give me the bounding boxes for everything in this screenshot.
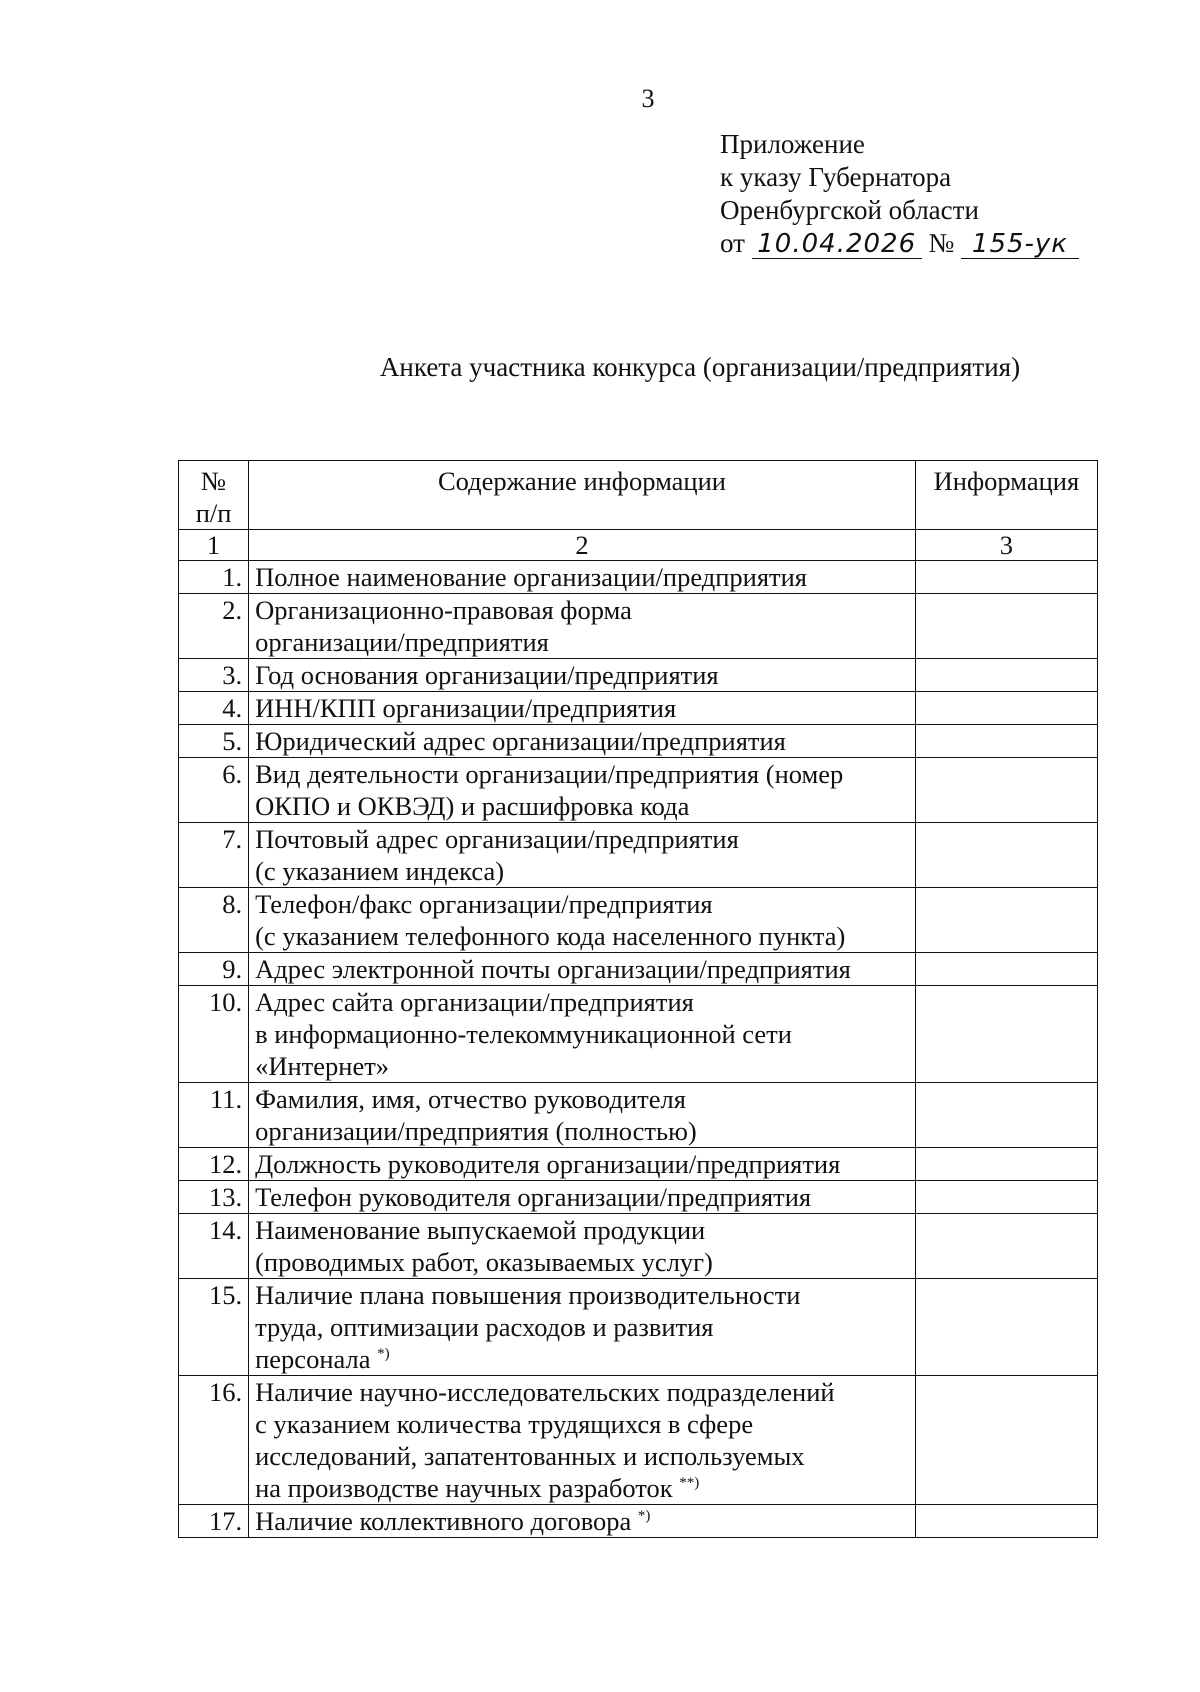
row-content-line [255, 1214, 909, 1246]
row-number: 11. [179, 1083, 249, 1148]
table-row [179, 888, 1098, 953]
row-info-cell [915, 986, 1097, 1083]
row-content [249, 1214, 916, 1279]
table-row [179, 594, 1098, 659]
row-info-cell [915, 594, 1097, 659]
row-number: 6. [179, 758, 249, 823]
row-content-line [255, 1376, 909, 1408]
row-info-cell [915, 823, 1097, 888]
row-info-cell [915, 725, 1097, 758]
row-info-cell [915, 953, 1097, 986]
row-content-text: организации/предприятия [255, 627, 549, 657]
row-content [249, 561, 916, 594]
row-content-text: Почтовый адрес организации/предприятия [255, 824, 739, 854]
table-header-row [179, 461, 1098, 530]
header-number [179, 461, 249, 530]
row-content-line [255, 626, 909, 658]
row-content-line [255, 561, 909, 593]
row-content-text: исследований, запатентованных и используемых [255, 1441, 805, 1471]
row-number: 1. [179, 561, 249, 594]
row-content [249, 758, 916, 823]
number-label: № [928, 228, 955, 258]
row-content-line [255, 1279, 909, 1311]
row-number: 15. [179, 1279, 249, 1376]
row-content-text: (с указанием индекса) [255, 856, 505, 886]
row-content-line [255, 855, 909, 887]
row-content [249, 953, 916, 986]
row-content-text: «Интернет» [255, 1051, 390, 1081]
column-index-3: 3 [915, 530, 1097, 561]
table-row [179, 1181, 1098, 1214]
row-content-line [255, 1181, 909, 1213]
row-info-cell [915, 1181, 1097, 1214]
header-number-line-1: № [200, 466, 227, 496]
row-number: 16. [179, 1376, 249, 1505]
row-content-text: Адрес сайта организации/предприятия [255, 987, 694, 1017]
row-content-text: организации/предприятия (полностью) [255, 1116, 697, 1146]
row-content [249, 692, 916, 725]
appendix-line-1: Приложение [720, 129, 865, 159]
table-row [179, 1279, 1098, 1376]
appendix-date-line [720, 227, 1079, 260]
row-number: 17. [179, 1505, 249, 1538]
row-content-line [255, 1343, 909, 1375]
row-number: 4. [179, 692, 249, 725]
row-info-cell [915, 659, 1097, 692]
row-info-cell [915, 1083, 1097, 1148]
table-row [179, 986, 1098, 1083]
row-info-cell [915, 1376, 1097, 1505]
row-content [249, 1505, 916, 1538]
row-content [249, 1376, 916, 1505]
row-number: 7. [179, 823, 249, 888]
row-content-text: Наличие плана повышения производительности [255, 1280, 801, 1310]
row-content-text: Наличие коллективного договора [255, 1506, 632, 1536]
page-number: 3 [641, 84, 655, 113]
questionnaire-table [178, 460, 1098, 1538]
row-content-line [255, 1050, 909, 1082]
row-number: 13. [179, 1181, 249, 1214]
row-info-cell [915, 561, 1097, 594]
row-info-cell [915, 888, 1097, 953]
handwritten-number: 155-ук [961, 230, 1079, 259]
row-content [249, 1181, 916, 1214]
row-content-line [255, 1505, 909, 1537]
table-row [179, 1083, 1098, 1148]
row-content-text: Адрес электронной почты организации/предприятия [255, 954, 851, 984]
row-content-line [255, 953, 909, 985]
row-number: 5. [179, 725, 249, 758]
footnote-mark: *) [637, 1508, 651, 1525]
row-info-cell [915, 1279, 1097, 1376]
row-content-text: Наименование выпускаемой продукции [255, 1215, 706, 1245]
row-content [249, 986, 916, 1083]
row-content-line [255, 986, 909, 1018]
table-body [179, 561, 1098, 1538]
row-content-text: Юридический адрес организации/предприятия [255, 726, 786, 756]
row-content [249, 1279, 916, 1376]
table-row [179, 1214, 1098, 1279]
row-content-line [255, 790, 909, 822]
row-content [249, 1083, 916, 1148]
row-content-line [255, 1115, 909, 1147]
row-number: 14. [179, 1214, 249, 1279]
table-row [179, 1148, 1098, 1181]
row-content-text: Телефон/факс организации/предприятия [255, 889, 713, 919]
row-content-text: ОКПО и ОКВЭД) и расшифровка кода [255, 791, 690, 821]
row-info-cell [915, 1214, 1097, 1279]
table-row [179, 823, 1098, 888]
column-index-1: 1 [179, 530, 249, 561]
table-row [179, 561, 1098, 594]
column-index-2: 2 [249, 530, 916, 561]
row-content [249, 823, 916, 888]
header-info: Информация [915, 461, 1097, 530]
row-content [249, 725, 916, 758]
table-row [179, 953, 1098, 986]
row-content-line [255, 1083, 909, 1115]
appendix-line-2: к указу Губернатора [720, 162, 952, 192]
row-content-line [255, 1246, 909, 1278]
row-content-text: Должность руководителя организации/предприятия [255, 1149, 841, 1179]
header-number-line-2: п/п [195, 498, 232, 528]
row-content [249, 594, 916, 659]
row-content-line [255, 888, 909, 920]
footnote-mark: *) [377, 1346, 390, 1363]
row-content-text: Наличие научно-исследовательских подразделений [255, 1377, 835, 1407]
row-content-line [255, 920, 909, 952]
row-info-cell [915, 758, 1097, 823]
row-content-line [255, 1408, 909, 1440]
table-row [179, 1505, 1098, 1538]
row-number: 3. [179, 659, 249, 692]
row-info-cell [915, 1148, 1097, 1181]
table-row [179, 725, 1098, 758]
row-content-text: (с указанием телефонного кода населенного пункта) [255, 921, 846, 951]
table-row [179, 1376, 1098, 1505]
row-content-text: Фамилия, имя, отчество руководителя [255, 1084, 686, 1114]
appendix-line-3: Оренбургской области [720, 195, 979, 225]
row-content-text: с указанием количества трудящихся в сфере [255, 1409, 754, 1439]
row-number: 10. [179, 986, 249, 1083]
row-content-text: Вид деятельности организации/предприятия (номер [255, 759, 844, 789]
row-content-text: на производстве научных разработок [255, 1473, 673, 1503]
row-number: 8. [179, 888, 249, 953]
row-content-line [255, 1018, 909, 1050]
row-content-text: Организационно-правовая форма [255, 595, 632, 625]
row-content-line [255, 1148, 909, 1180]
row-content-text: персонала [255, 1344, 371, 1374]
row-content-line [255, 692, 909, 724]
row-info-cell [915, 692, 1097, 725]
row-content-text: ИНН/КПП организации/предприятия [255, 693, 677, 723]
row-content-line [255, 1440, 909, 1472]
row-content-text: труда, оптимизации расходов и развития [255, 1312, 714, 1342]
table-row [179, 659, 1098, 692]
row-content-line [255, 725, 909, 757]
footnote-mark: **) [679, 1475, 700, 1492]
row-number: 12. [179, 1148, 249, 1181]
row-number: 9. [179, 953, 249, 986]
row-content-text: в информационно-телекоммуникационной сети [255, 1019, 792, 1049]
row-info-cell [915, 1505, 1097, 1538]
row-content-line [255, 594, 909, 626]
row-content [249, 888, 916, 953]
row-content-text: (проводимых работ, оказываемых услуг) [255, 1247, 713, 1277]
row-content-line [255, 1311, 909, 1343]
document-title: Анкета участника конкурса (организации/предприятия) [379, 352, 1021, 382]
handwritten-date: 10.04.2026 [752, 230, 922, 259]
row-content [249, 659, 916, 692]
row-content-line [255, 823, 909, 855]
row-content-text: Телефон руководителя организации/предприятия [255, 1182, 812, 1212]
row-content-text: Полное наименование организации/предприятия [255, 562, 807, 592]
row-number: 2. [179, 594, 249, 659]
row-content-line [255, 1472, 909, 1504]
row-content-text: Год основания организации/предприятия [255, 660, 719, 690]
from-label: от [720, 228, 745, 258]
table-row [179, 692, 1098, 725]
row-content [249, 1148, 916, 1181]
column-index-row [179, 530, 1098, 561]
header-content: Содержание информации [249, 461, 916, 530]
row-content-line [255, 758, 909, 790]
appendix-header [720, 128, 1079, 260]
row-content-line [255, 659, 909, 691]
table-row [179, 758, 1098, 823]
